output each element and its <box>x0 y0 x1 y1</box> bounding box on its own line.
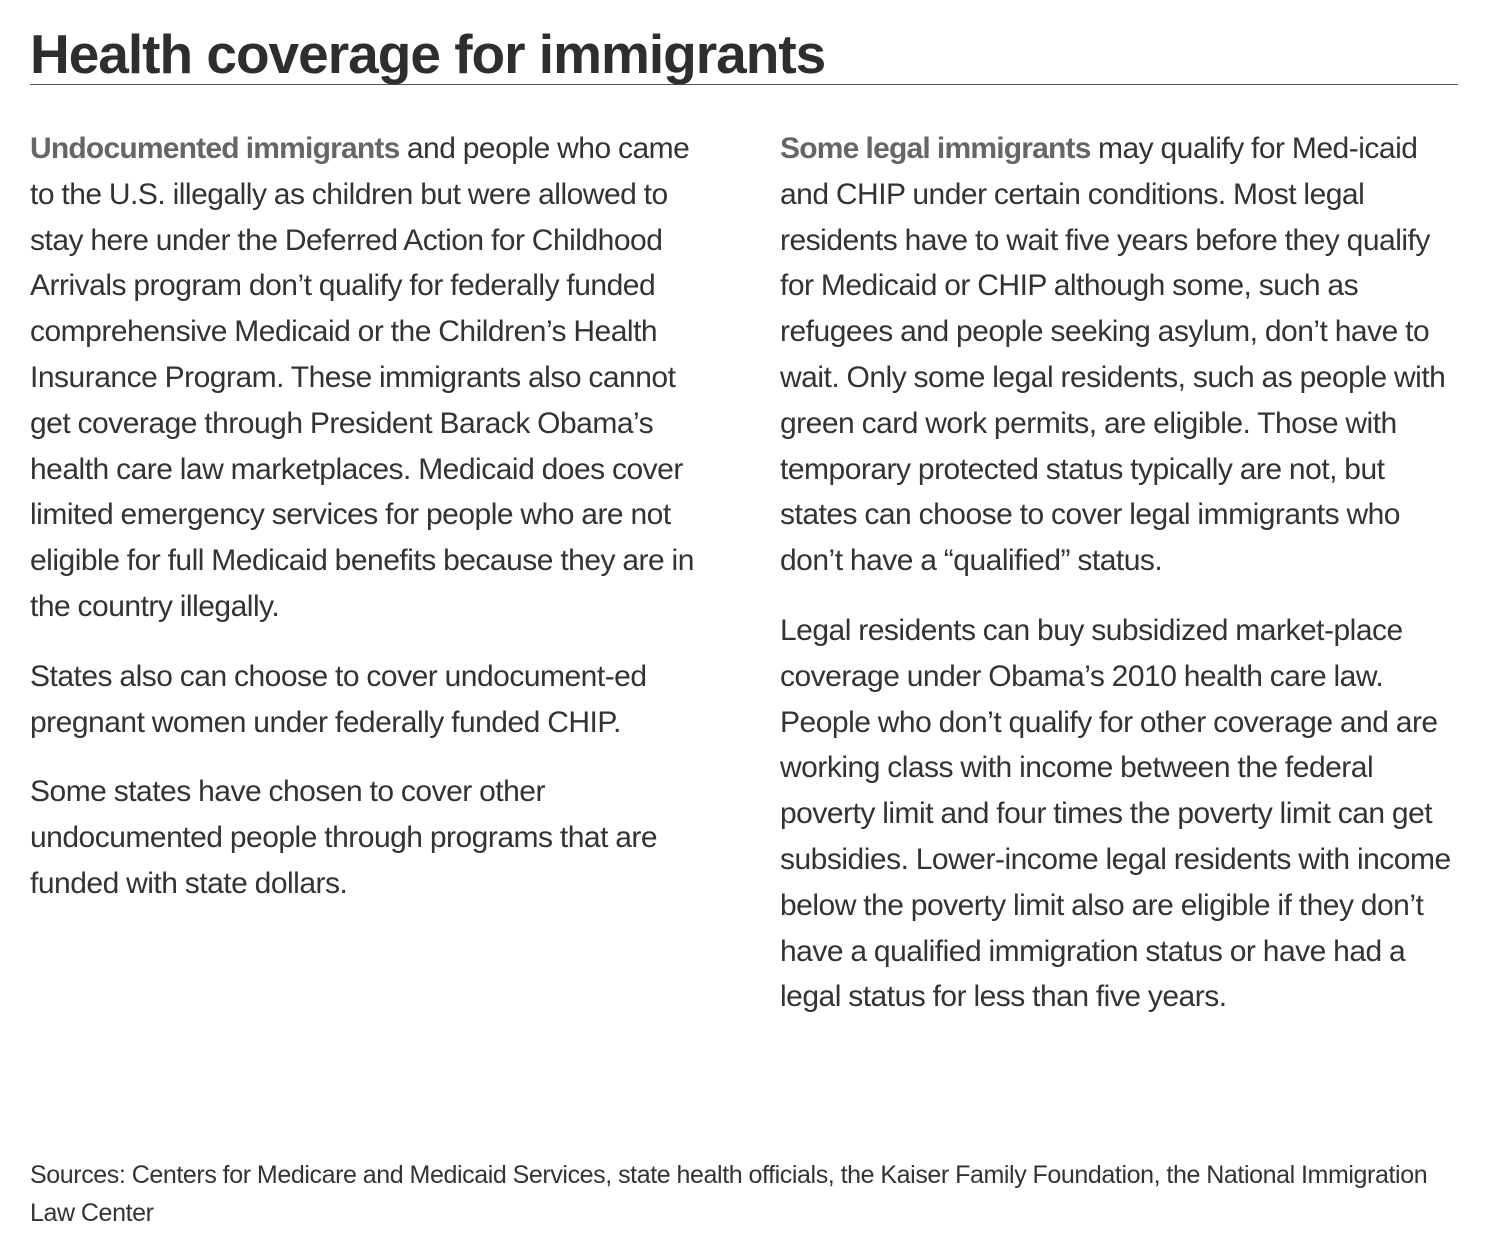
right-paragraph-2: Legal residents can buy subsidized market-place coverage under Obama’s 2010 health care law. People who don’t qualify for other coverage and are working class with income between the federal poverty limit and four times the poverty limit can get subsidies. Lower-income legal residents with income below the poverty limit also are eligible if they don’t have a qualified immigration status or have had a legal status for less than five years. <box>780 613 1451 1014</box>
left-lead-text: Undocumented immigrants <box>30 132 400 165</box>
left-paragraph-1 <box>30 126 710 630</box>
right-lead-text: Some legal immigrants <box>780 132 1091 165</box>
left-paragraph-2: States also can choose to cover undocument-ed pregnant women under federally funded CHIP. <box>30 659 647 739</box>
right-column <box>780 126 1460 1044</box>
left-column <box>30 126 710 931</box>
left-paragraph-3: Some states have chosen to cover other undocumented people through programs that are funded with state dollars. <box>30 775 658 900</box>
document-page <box>30 22 1458 1242</box>
left-paragraph-1-body: and people who came to the U.S. illegally as children but were allowed to stay here under the Deferred Action for Childhood Arrivals program don’t qualify for federally funded comprehensive Medicaid or the Children’s Health Insurance Program. These immigrants also cannot get coverage through President Barack Obama’s health care law marketplaces. Medicaid does cover limited emergency services for people who are not eligible for full Medicaid benefits because they are in the country illegally. <box>30 132 694 623</box>
sources-note: Sources: Centers for Medicare and Medicaid Services, state health officials, the Kaiser Family Foundation, the National Immigration Law Center <box>30 1161 1428 1227</box>
right-paragraph-1-body: may qualify for Med-icaid and CHIP under certain conditions. Most legal residents have to wait five years before they qualify for Medicaid or CHIP although some, such as refugees and people seeking asylum, don’t have to wait. Only some legal residents, such as people with green card work permits, are eligible. Those with temporary protected status typically are not, but states can choose to cover legal immigrants who don’t have a “qualified” status. <box>780 132 1446 578</box>
right-paragraph-1 <box>780 126 1460 584</box>
page-title: Health coverage for immigrants <box>30 23 826 85</box>
